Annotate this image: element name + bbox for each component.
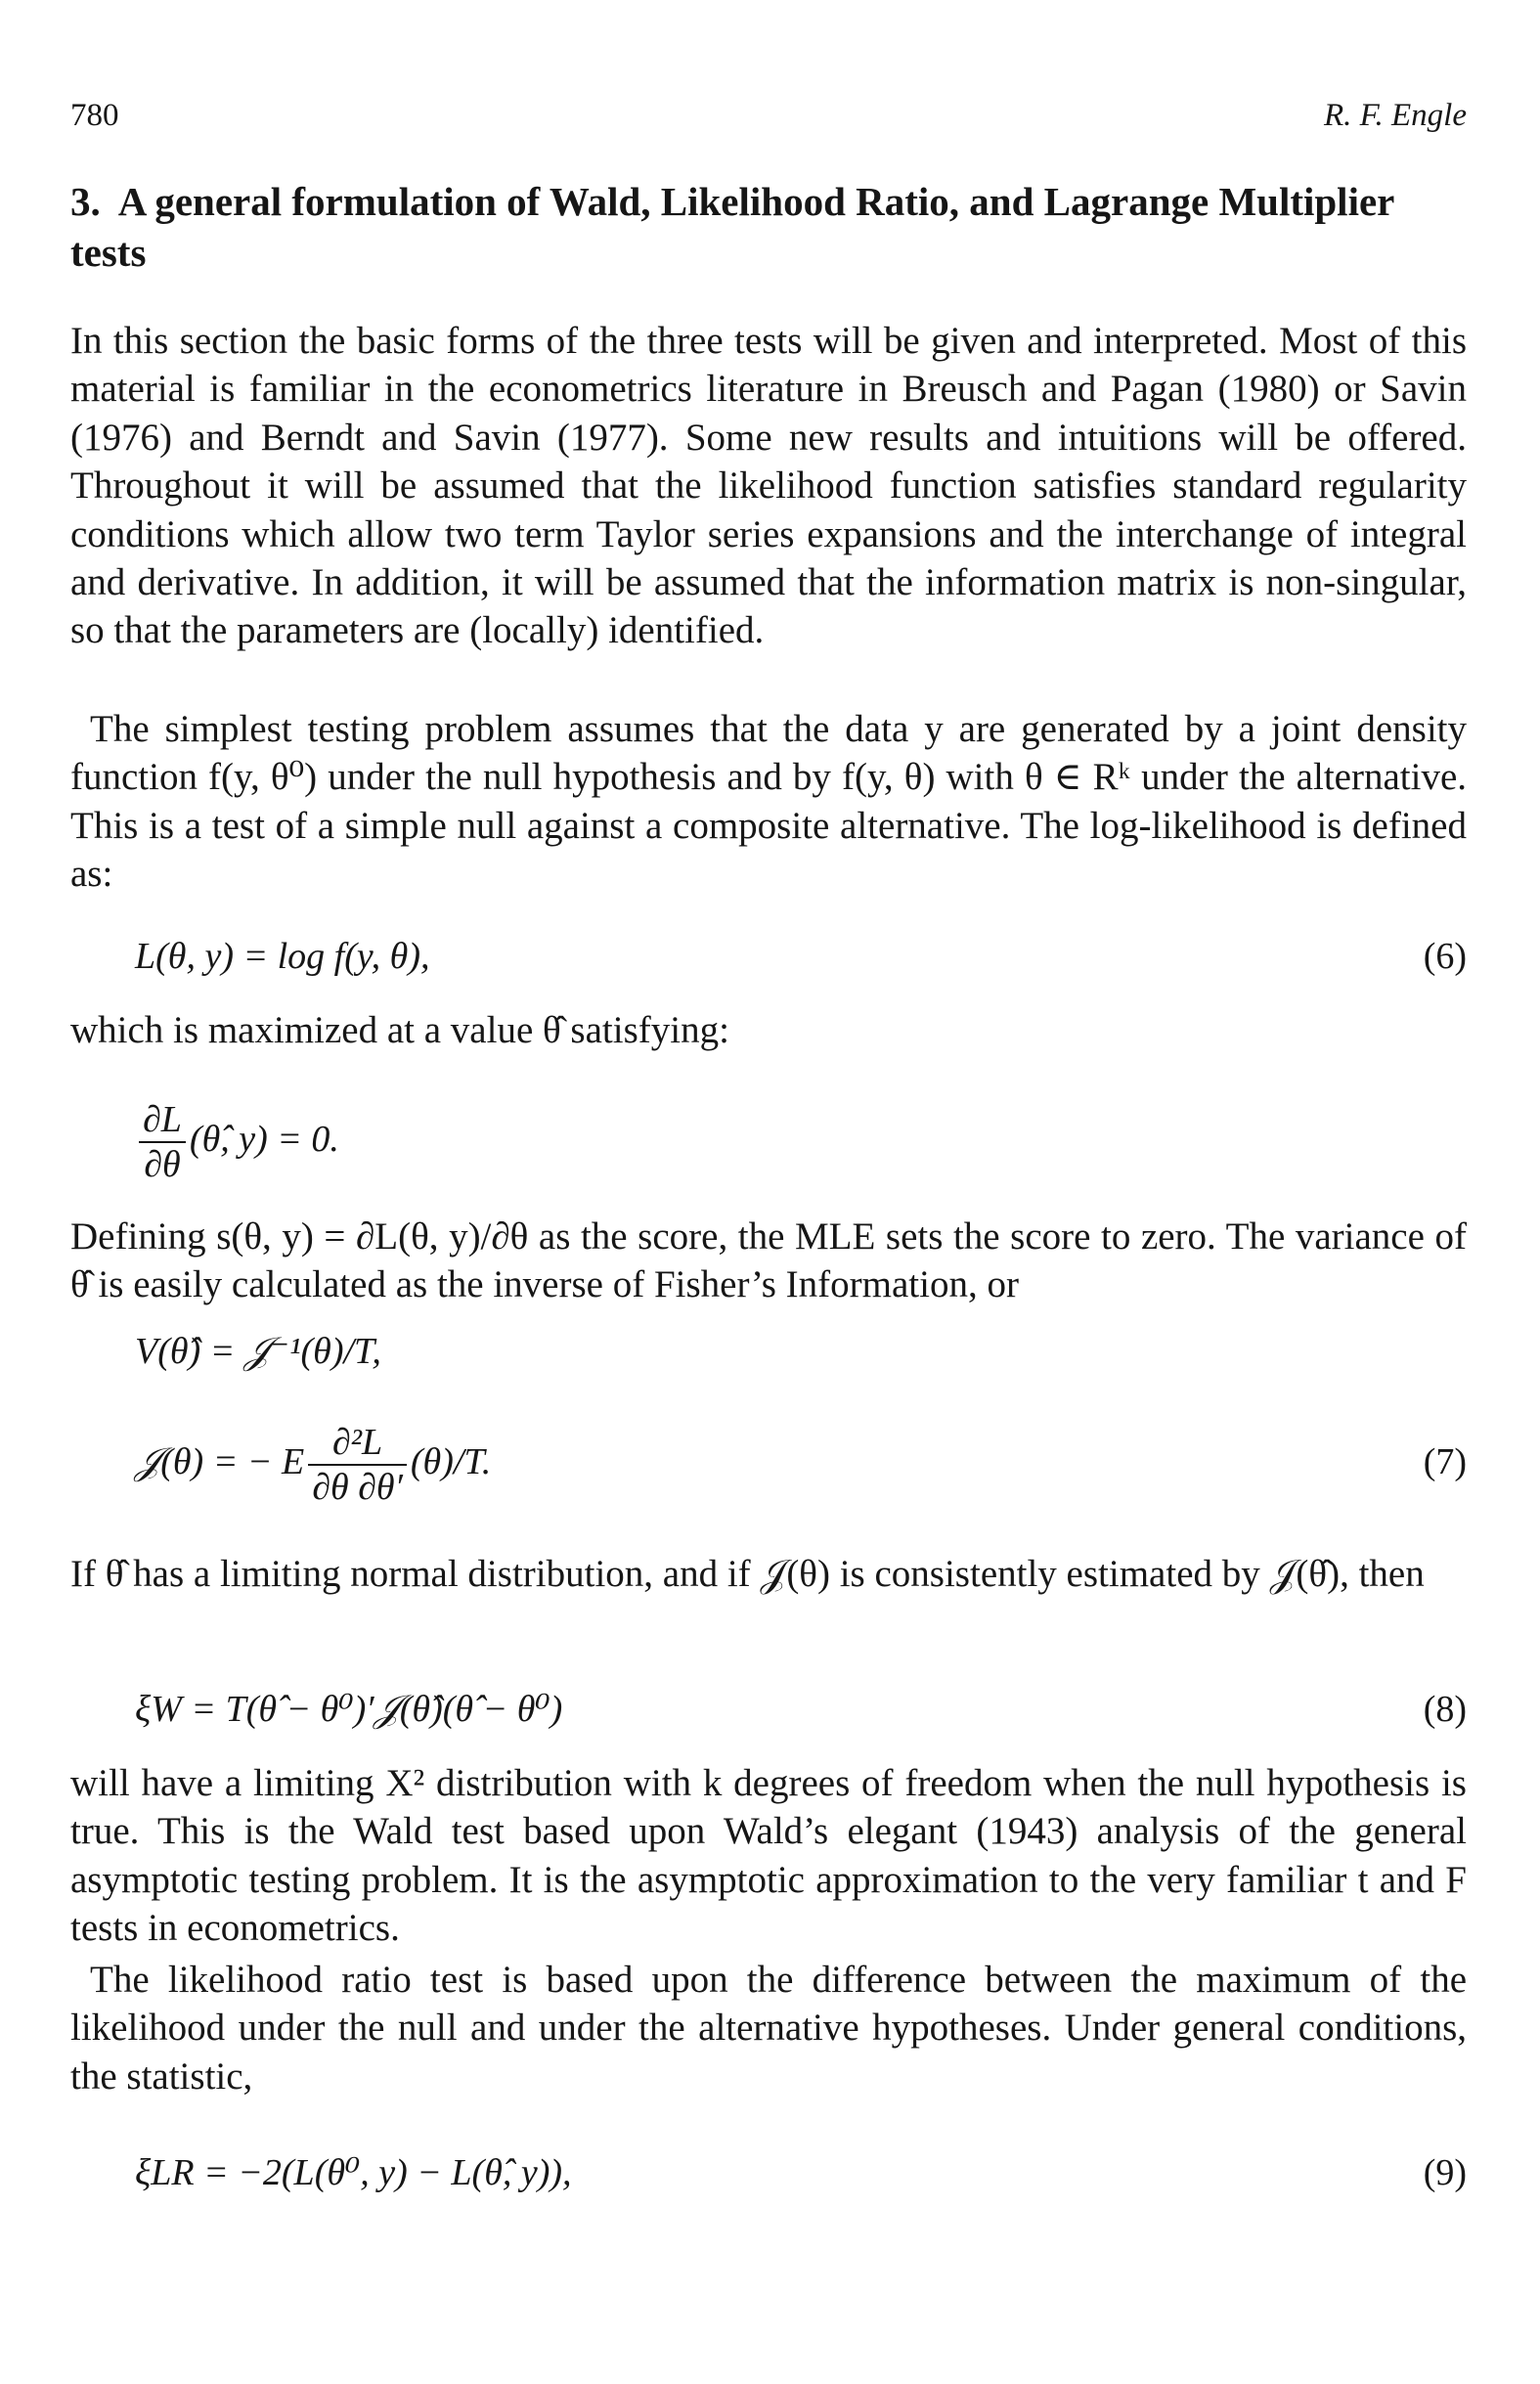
paragraph-score-definition: Defining s(θ, y) = ∂L(θ, y)/∂θ as the score, the MLE sets the score to zero. The variance of θ̂ is easily calculated as the inverse of Fisher’s Information, or (70, 1215, 1467, 1306)
equation-7 (70, 1413, 1467, 1511)
equation-6-body: L(θ, y) = log f(y, θ), (135, 936, 430, 977)
fraction-numerator: ∂L (139, 1098, 186, 1143)
fraction-denominator: ∂θ (144, 1144, 181, 1186)
equation-6-number: (6) (1423, 936, 1467, 977)
equation-7-fraction (308, 1421, 407, 1509)
paragraph-testing-problem: The simplest testing problem assumes that the data y are generated by a joint density function f(y, θ⁰) under the null hypothesis and by f(y, θ) with θ ∈ Rᵏ under the alternative. This is a test of a simple null against a composite alternative. The log-likelihood is defined as: (70, 708, 1467, 896)
equation-score-fraction (139, 1098, 186, 1186)
paragraph-intro: In this section the basic forms of the three tests will be given and interpreted. Most of this material is familiar in the econometrics literature in Breusch and Pagan (1980) or Savin (1976) and Berndt and Savin (1977). Some new results and intuitions will be offered. Throughout it will be assumed that the likelihood function satisfies standard regularity conditions which allow two term Taylor series expansions and the interchange of integral and derivative. In addition, it will be assumed that the information matrix is non-singular, so that the parameters are (locally) identified. (70, 320, 1467, 652)
running-author: R. F. Engle (1323, 98, 1467, 133)
equation-6 (70, 927, 1467, 986)
equation-7-body (135, 1413, 491, 1511)
equation-8 (70, 1680, 1467, 1739)
equation-8-number: (8) (1423, 1689, 1467, 1730)
equation-9 (70, 2143, 1467, 2202)
equation-variance-body: V(θ̂) = 𝒥⁻¹(θ)/T, (135, 1331, 381, 1372)
page-number: 780 (70, 98, 119, 133)
paragraph-likelihood-ratio: The likelihood ratio test is based upon the difference between the maximum of the likelihood under the null and under the alternative hypotheses. Under general conditions, the statistic, (70, 1959, 1467, 2097)
equation-8-body: ξW = T(θ̂ − θ⁰)′𝒥(θ̂)(θ̂ − θ⁰) (135, 1689, 563, 1730)
equation-score (70, 1090, 1467, 1188)
section-title: A general formulation of Wald, Likelihood Ratio, and Lagrange Multiplier tests (70, 179, 1394, 275)
equation-7-rest: (θ)/T. (410, 1441, 492, 1482)
paragraph-maximized: which is maximized at a value θ̂ satisfying: (70, 1009, 729, 1051)
paragraph-limiting-normal: If θ̂ has a limiting normal distribution, and if 𝒥(θ) is consistently estimated by 𝒥(θ̂), then (70, 1553, 1425, 1595)
fraction-denominator: ∂θ ∂θ′ (312, 1467, 403, 1509)
equation-7-lhs: 𝒥(θ) = − E (135, 1441, 305, 1482)
equation-7-number: (7) (1423, 1441, 1467, 1482)
paragraph-wald-test: will have a limiting X² distribution with k degrees of freedom when the null hypothesis is true. This is the Wald test based upon Wald’s elegant (1943) analysis of the general asymptotic testing problem. It is the asymptotic approximation to the very familiar t and F tests in econometrics. (70, 1762, 1467, 1950)
fraction-numerator: ∂²L (308, 1421, 407, 1466)
section-heading (70, 176, 1439, 278)
equation-score-body (135, 1090, 339, 1188)
equation-variance (70, 1322, 1467, 1381)
equation-score-rest: (θ̂, y) = 0. (189, 1119, 339, 1160)
equation-9-body: ξLR = −2(L(θ⁰, y) − L(θ̂, y)), (135, 2152, 572, 2193)
equation-9-number: (9) (1423, 2152, 1467, 2193)
section-number: 3. (70, 179, 101, 224)
